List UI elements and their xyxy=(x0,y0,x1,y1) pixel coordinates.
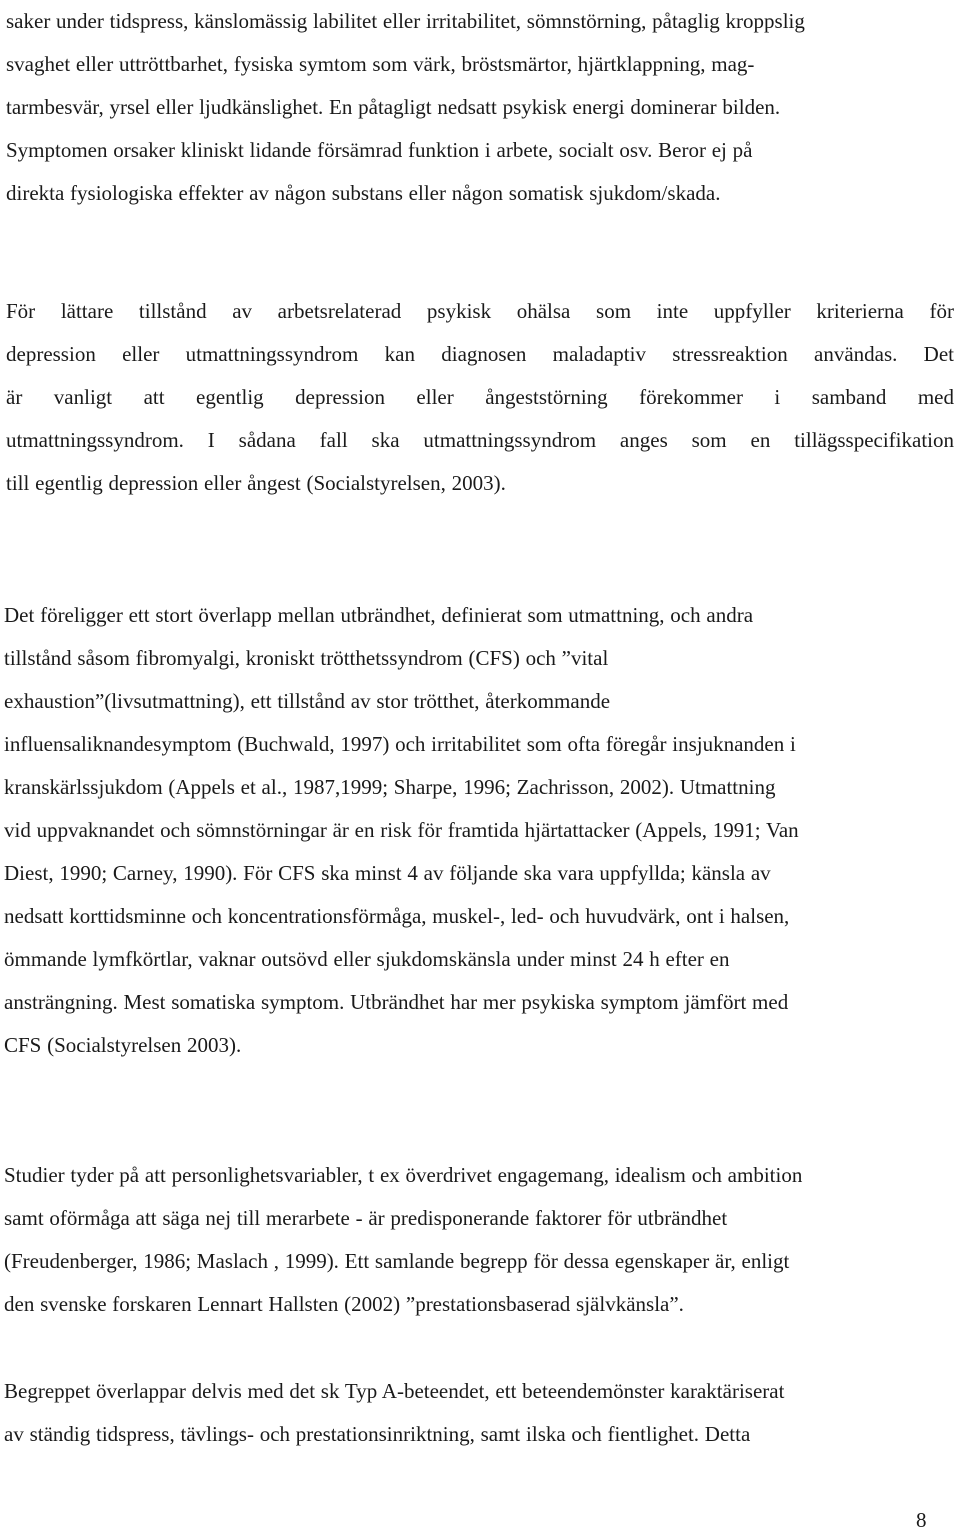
text-line: depression eller utmattningssyndrom kan diagnosen maladaptiv stressreaktion användas. Det xyxy=(6,342,954,366)
paragraph-overlap-cfs xyxy=(4,594,952,1067)
text-line: samt oförmåga att säga nej till merarbete - är predisponerande faktorer för utbrändhet xyxy=(4,1206,728,1230)
text-line: ansträngning. Mest somatiska symptom. Utbrändhet har mer psykiska symptom jämfört med xyxy=(4,990,789,1014)
text-line: svaghet eller uttröttbarhet, fysiska symtom som värk, bröstsmärtor, hjärtklappning, mag- xyxy=(6,52,755,76)
text-line: direkta fysiologiska effekter av någon substans eller någon somatisk sjukdom/skada. xyxy=(6,181,721,205)
text-line: CFS (Socialstyrelsen 2003). xyxy=(4,1033,242,1057)
text-line: utmattningssyndrom. I sådana fall ska utmattningssyndrom anges som en tillägsspecifikation xyxy=(6,428,954,452)
text-line: ömmande lymfkörtlar, vaknar outsövd eller sjukdomskänsla under minst 24 h efter en xyxy=(4,947,730,971)
text-line: För lättare tillstånd av arbetsrelaterad psykisk ohälsa som inte uppfyller kriterierna för xyxy=(6,299,954,323)
text-line: Studier tyder på att personlighetsvariabler, t ex överdrivet engagemang, idealism och ambition xyxy=(4,1163,803,1187)
paragraph-symptoms-continuation xyxy=(6,0,954,215)
paragraph-personality-variables xyxy=(4,1154,952,1326)
text-line: exhaustion”(livsutmattning), ett tillstånd av stor trötthet, återkommande xyxy=(4,689,611,713)
text-line: vid uppvaknandet och sömnstörningar är en risk för framtida hjärtattacker (Appels, 1991; Van xyxy=(4,818,799,842)
text-line: tarmbesvär, yrsel eller ljudkänslighet. En påtagligt nedsatt psykisk energi dominerar bilden. xyxy=(6,95,781,119)
paragraph-type-a-behaviour xyxy=(4,1370,952,1456)
paragraph-stress-reaction xyxy=(6,290,954,505)
text-line: saker under tidspress, känslomässig labilitet eller irritabilitet, sömnstörning, påtaglig kroppslig xyxy=(6,9,805,33)
text-line: av ständig tidspress, tävlings- och prestationsinriktning, samt ilska och fientlighet. Detta xyxy=(4,1422,751,1446)
text-line: (Freudenberger, 1986; Maslach , 1999). Ett samlande begrepp för dessa egenskaper är, enligt xyxy=(4,1249,790,1273)
text-line: Symptomen orsaker kliniskt lidande försämrad funktion i arbete, socialt osv. Beror ej på xyxy=(6,138,753,162)
text-line: är vanligt att egentlig depression eller ångeststörning förekommer i samband med xyxy=(6,385,954,409)
page-number: 8 xyxy=(916,1508,927,1532)
text-line: Begreppet överlappar delvis med det sk Typ A-beteendet, ett beteendemönster karaktäriserat xyxy=(4,1379,785,1403)
text-line: influensaliknandesymptom (Buchwald, 1997) och irritabilitet som ofta föregår insjuknanden i xyxy=(4,732,796,756)
text-line: Det föreligger ett stort överlapp mellan utbrändhet, definierat som utmattning, och andra xyxy=(4,603,754,627)
text-line: till egentlig depression eller ångest (Socialstyrelsen, 2003). xyxy=(6,471,506,495)
text-line: Diest, 1990; Carney, 1990). För CFS ska minst 4 av följande ska vara uppfyllda; känsla av xyxy=(4,861,771,885)
text-line: nedsatt korttidsminne och koncentrationsförmåga, muskel-, led- och huvudvärk, ont i halsen, xyxy=(4,904,790,928)
text-line: tillstånd såsom fibromyalgi, kroniskt trötthetssyndrom (CFS) och ”vital xyxy=(4,646,609,670)
text-line: den svenske forskaren Lennart Hallsten (2002) ”prestationsbaserad självkänsla”. xyxy=(4,1292,684,1316)
text-line: kranskärlssjukdom (Appels et al., 1987,1999; Sharpe, 1996; Zachrisson, 2002). Utmattning xyxy=(4,775,776,799)
